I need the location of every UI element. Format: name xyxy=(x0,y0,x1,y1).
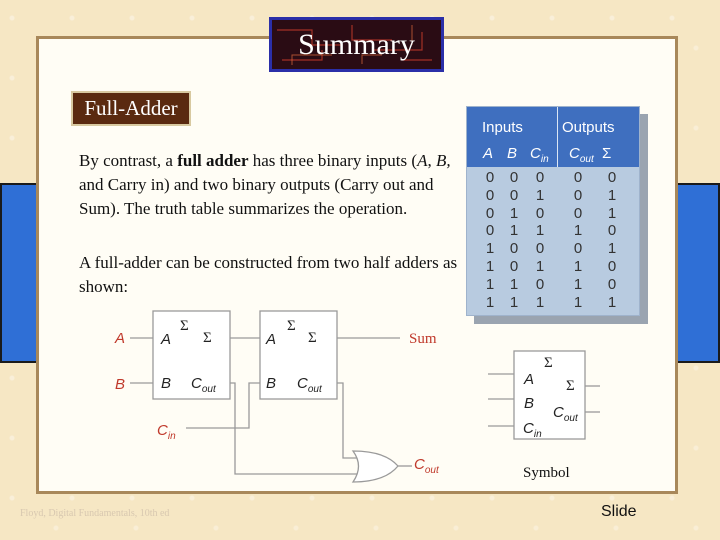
ha1-b: B xyxy=(161,375,172,392)
table-cell: 0 xyxy=(509,186,519,204)
cin-label: $C_{in}$ xyxy=(157,422,176,442)
input-a-label: A xyxy=(115,330,126,347)
symbol-cout: $C_{out}$ xyxy=(553,404,578,424)
italic-var: B, xyxy=(435,151,451,170)
table-cell: 0 xyxy=(509,240,519,258)
symbol-cin: $C_{in}$ xyxy=(523,420,542,440)
italic-var: A xyxy=(417,151,428,170)
ha1-sigma-out: Σ xyxy=(203,330,212,346)
table-cell: 0 xyxy=(485,169,495,186)
table-cell: 1 xyxy=(485,258,495,275)
table-cell: 1 xyxy=(535,258,545,275)
ha2-b: B xyxy=(266,375,277,392)
outputs-header: Outputs xyxy=(562,119,615,136)
table-cell: 0 xyxy=(535,169,545,186)
table-cell: 0 xyxy=(535,275,545,293)
table-cell: 1 xyxy=(485,275,495,293)
inputs-header: Inputs xyxy=(482,119,523,136)
table-cell: 1 xyxy=(535,293,545,311)
table-cell: 1 xyxy=(535,222,545,240)
table-cell: 1 xyxy=(607,204,617,222)
table-cell: 0 xyxy=(485,204,495,222)
table-cell: 1 xyxy=(607,186,617,204)
table-cell: 0 xyxy=(607,275,617,293)
cout-label: $C_{out}$ xyxy=(414,456,439,476)
table-cell: 0 xyxy=(535,204,545,222)
ha1-sigma-in: Σ xyxy=(180,318,189,334)
table-cell: 1 xyxy=(509,222,519,240)
input-b-label: B xyxy=(115,376,126,393)
col-header-cin-sub: in xyxy=(540,154,549,165)
table-cell: 1 xyxy=(485,240,495,258)
table-cell: 1 xyxy=(607,293,617,311)
table-cell: 0 xyxy=(607,258,617,275)
table-cell: 0 xyxy=(573,204,583,222)
table-cell: 0 xyxy=(573,186,583,204)
col-header-a: A xyxy=(483,145,494,162)
col-header-cout-main: C xyxy=(569,145,580,162)
table-cell: 1 xyxy=(607,240,617,258)
footer-slide-label: Slide xyxy=(601,503,637,520)
table-cell: 0 xyxy=(485,222,495,240)
ha2-sigma-out: Σ xyxy=(308,330,317,346)
section-heading: Full-Adder xyxy=(71,91,191,126)
paragraph-construction: A full-adder can be constructed from two half adders as shown: xyxy=(79,253,458,296)
text-run: has three binary inputs ( xyxy=(248,151,418,170)
ha2-cout: $C_{out}$ xyxy=(297,375,322,395)
text-run: and Carry in) and two binary outputs (Carry out and Sum). The truth table summarizes the operation. xyxy=(79,175,434,218)
table-cell: 1 xyxy=(509,275,519,293)
table-cell: 1 xyxy=(509,204,519,222)
ha1-a: A xyxy=(161,331,172,348)
table-cell: 0 xyxy=(509,169,519,186)
bold-term: full adder xyxy=(177,151,249,170)
table-cell: 1 xyxy=(573,275,583,293)
col-header-cout-sub: out xyxy=(579,154,594,165)
symbol-caption: Symbol xyxy=(523,465,570,481)
ha1-cout: $C_{out}$ xyxy=(191,375,216,395)
table-cell: 1 xyxy=(573,293,583,311)
table-cell: 0 xyxy=(485,186,495,204)
table-cell: 1 xyxy=(573,222,583,240)
symbol-a: A xyxy=(524,371,535,388)
ha2-sigma-in: Σ xyxy=(287,318,296,334)
table-cell: 0 xyxy=(607,169,617,186)
table-cell: 0 xyxy=(573,240,583,258)
col-header-cin-main: C xyxy=(530,145,541,162)
text-run: By contrast, a xyxy=(79,151,178,170)
sum-label: Sum xyxy=(409,331,437,347)
table-cell: 1 xyxy=(535,186,545,204)
symbol-sigma-out: Σ xyxy=(566,378,575,394)
symbol-b: B xyxy=(524,395,535,412)
wire-ha2-cout xyxy=(337,383,358,458)
col-header-b: B xyxy=(507,145,518,162)
footer-citation: Floyd, Digital Fundamentals, 10th ed xyxy=(20,508,170,519)
text-run: , xyxy=(427,151,436,170)
slide-title: Summary xyxy=(298,28,415,61)
table-cell: 1 xyxy=(573,258,583,275)
table-cell: 0 xyxy=(573,169,583,186)
or-gate xyxy=(353,451,398,482)
table-cell: 1 xyxy=(485,293,495,311)
table-cell: 0 xyxy=(535,240,545,258)
col-header-sum: Σ xyxy=(602,145,612,162)
ha2-a: A xyxy=(266,331,277,348)
symbol-sigma-in: Σ xyxy=(544,355,553,371)
table-cell: 0 xyxy=(607,222,617,240)
table-cell: 1 xyxy=(509,293,519,311)
table-cell: 0 xyxy=(509,258,519,275)
